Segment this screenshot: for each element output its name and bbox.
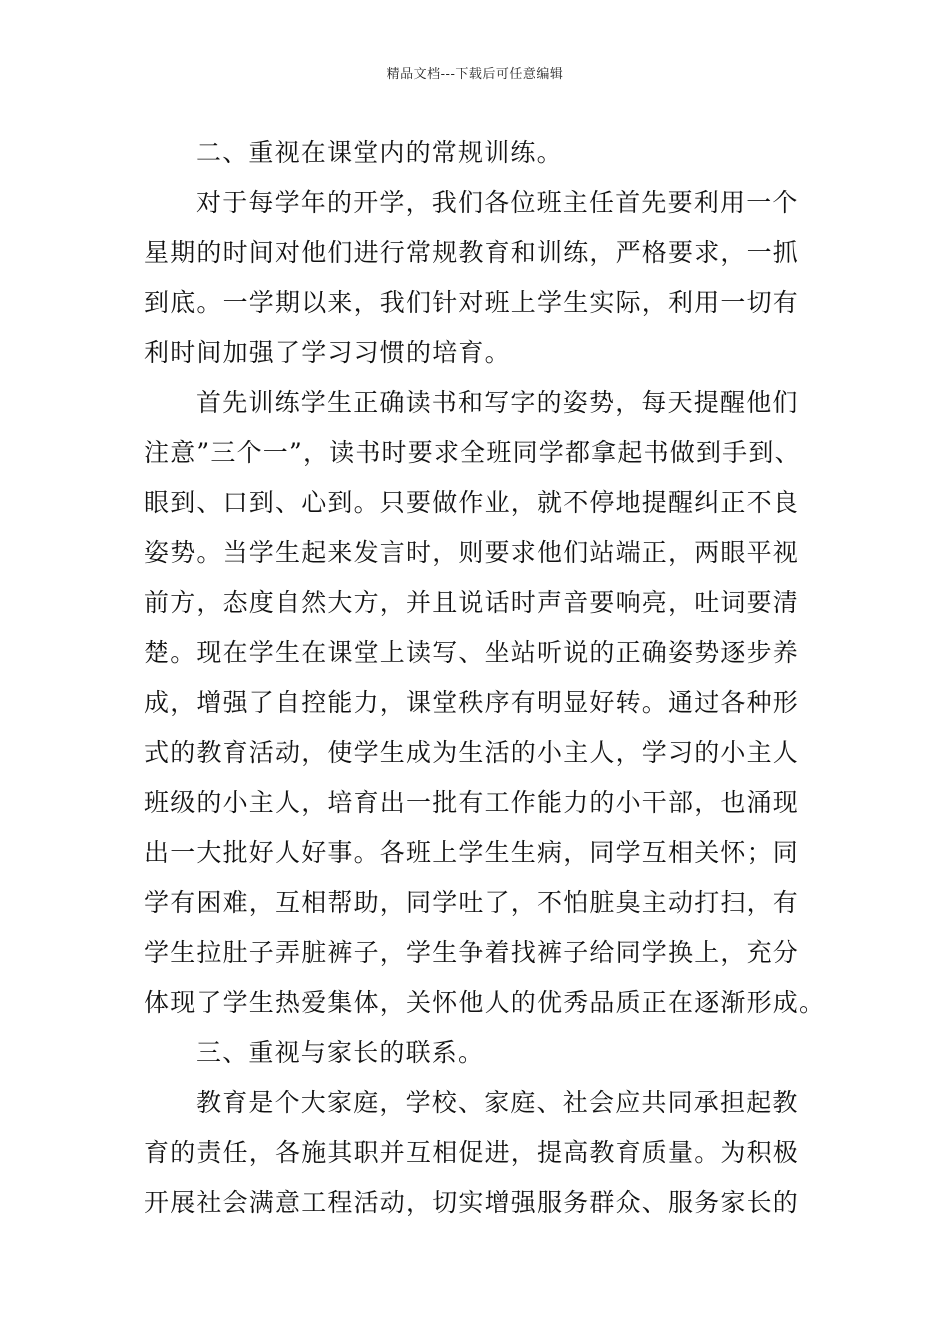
- paragraph-line: 学生拉肚子弄脏裤子，学生争着找裤子给同学换上，充分: [144, 938, 800, 967]
- paragraph-line: 开展社会满意工程活动，切实增强服务群众、服务家长的: [144, 1188, 800, 1217]
- section-heading: 三、重视与家长的联系。: [196, 1038, 485, 1067]
- paragraph-line: 注意”三个一”，读书时要求全班同学都拿起书做到手到、: [144, 438, 801, 467]
- paragraph-line: 到底。一学期以来，我们针对班上学生实际，利用一切有: [144, 288, 800, 317]
- paragraph-line: 班级的小主人，培育出一批有工作能力的小干部，也涌现: [144, 788, 800, 817]
- paragraph-line: 星期的时间对他们进行常规教育和训练，严格要求，一抓: [144, 238, 800, 267]
- paragraph-line: 利时间加强了学习习惯的培育。: [144, 338, 511, 367]
- paragraph-line: 对于每学年的开学，我们各位班主任首先要利用一个: [196, 188, 799, 217]
- paragraph-line: 姿势。当学生起来发言时，则要求他们站端正，两眼平视: [144, 538, 800, 567]
- document-body: [144, 128, 824, 1228]
- paragraph-line: 眼到、口到、心到。只要做作业，就不停地提醒纠正不良: [144, 488, 800, 517]
- paragraph-line: 楚。现在学生在课堂上读写、坐站听说的正确姿势逐步养: [144, 638, 800, 667]
- page-header: 精品文档---下载后可任意编辑: [386, 67, 564, 82]
- paragraph-line: 学有困难，互相帮助，同学吐了，不怕脏臭主动打扫，有: [144, 888, 800, 917]
- paragraph-line: 首先训练学生正确读书和写字的姿势，每天提醒他们: [196, 388, 799, 417]
- paragraph-line: 育的责任，各施其职并互相促进，提高教育质量。为积极: [144, 1138, 800, 1167]
- section-heading: 二、重视在课堂内的常规训练。: [196, 138, 563, 167]
- paragraph-line: 教育是个大家庭，学校、家庭、社会应共同承担起教: [196, 1088, 799, 1117]
- paragraph-line: 式的教育活动，使学生成为生活的小主人，学习的小主人: [144, 738, 800, 767]
- paragraph-line: 体现了学生热爱集体，关怀他人的优秀品质正在逐渐形成。: [144, 988, 826, 1017]
- paragraph-line: 前方，态度自然大方，并且说话时声音要响亮，吐词要清: [144, 588, 800, 617]
- paragraph-line: 出一大批好人好事。各班上学生生病，同学互相关怀；同: [144, 838, 800, 867]
- paragraph-line: 成，增强了自控能力，课堂秩序有明显好转。通过各种形: [144, 688, 800, 717]
